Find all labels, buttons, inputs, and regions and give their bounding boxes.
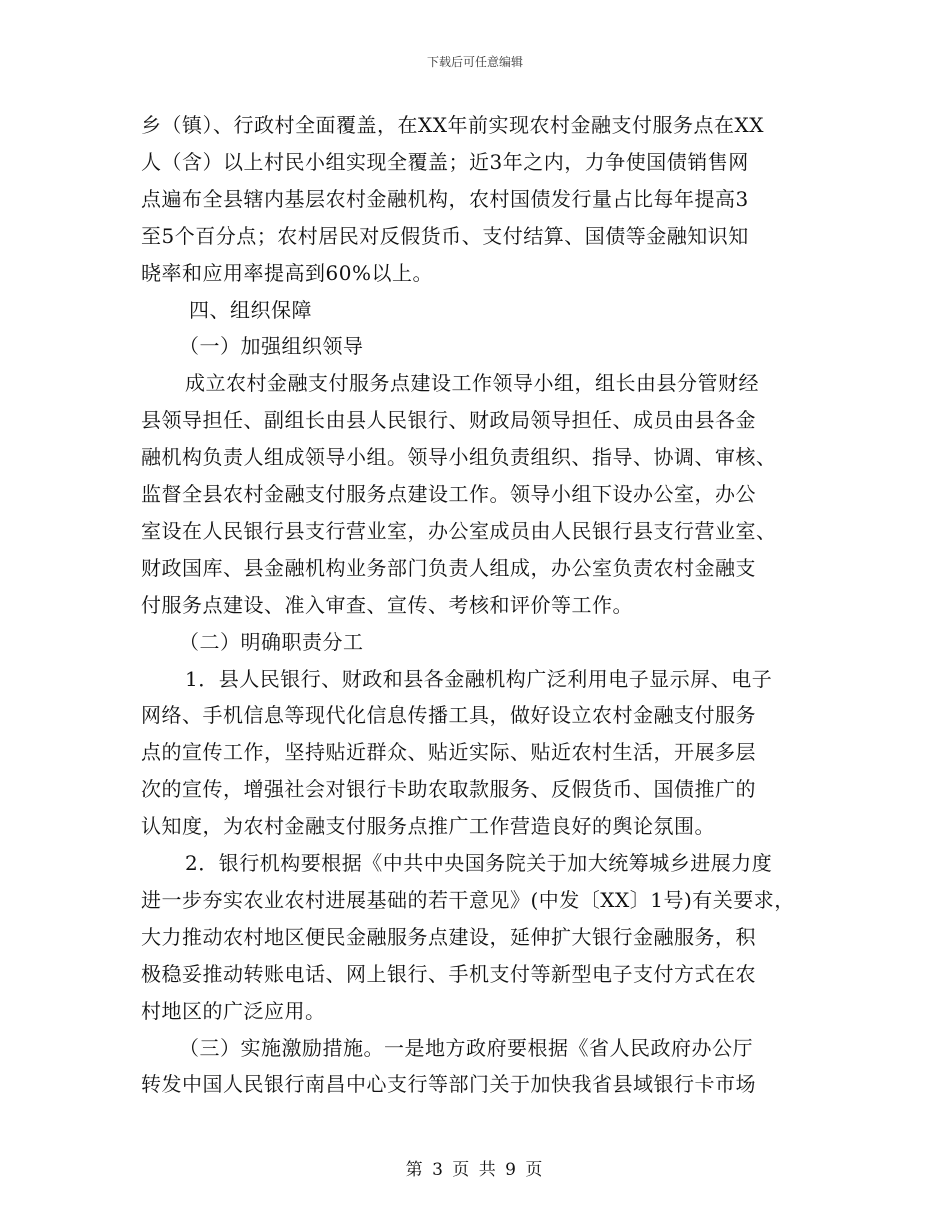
text-line: 县领导担任、副组长由县人民银行、财政局领导担任、成员由县各金 bbox=[141, 408, 756, 433]
page-header-note: 下载后可任意编辑 bbox=[426, 55, 523, 69]
subsection-heading: （一）加强组织领导 bbox=[179, 334, 364, 359]
text-line: 转发中国人民银行南昌中心支行等部门关于加快我省县域银行卡市场 bbox=[141, 1072, 756, 1097]
section-heading: 四、组织保障 bbox=[189, 297, 312, 322]
text-line: 融机构负责人组成领导小组。领导小组负责组织、指导、协调、审核、 bbox=[141, 445, 777, 470]
text-line: 点的宣传工作，坚持贴近群众、贴近实际、贴近农村生活，开展多层 bbox=[141, 740, 756, 765]
text-line: （三）实施激励措施。一是地方政府要根据《省人民政府办公厅 bbox=[179, 1035, 753, 1060]
text-line: 进一步夯实农业农村进展基础的若干意见》(中发〔XX〕1号)有关要求， bbox=[141, 887, 795, 912]
page-number-footer: 第 3 页 共 9 页 bbox=[405, 1160, 545, 1180]
text-line: 室设在人民银行县支行营业室，办公室成员由人民银行县支行营业室、 bbox=[141, 518, 777, 543]
text-line: 成立农村金融支付服务点建设工作领导小组，组长由县分管财经 bbox=[185, 371, 759, 396]
text-line: 乡（镇）、行政村全面覆盖，在XX年前实现农村金融支付服务点在XX bbox=[141, 113, 764, 137]
text-line: 大力推动农村地区便民金融服务点建设，延伸扩大银行金融服务，积 bbox=[141, 924, 756, 949]
text-line: 至5个百分点；农村居民对反假货币、支付结算、国债等金融知识知 bbox=[141, 223, 749, 248]
text-line: 次的宣传，增强社会对银行卡助农取款服务、反假货币、国债推广的 bbox=[141, 777, 756, 802]
text-line: 1．县人民银行、财政和县各金融机构广泛利用电子显示屏、电子 bbox=[185, 666, 773, 691]
text-line: 人（含）以上村民小组实现全覆盖；近3年之内，力争使国债销售网 bbox=[141, 149, 749, 174]
text-line: 认知度，为农村金融支付服务点推广工作营造良好的舆论氛围。 bbox=[141, 814, 715, 839]
text-line: 付服务点建设、准入审查、宣传、考核和评价等工作。 bbox=[141, 592, 633, 617]
text-line: 财政国库、县金融机构业务部门负责人组成，办公室负责农村金融支 bbox=[141, 555, 756, 580]
text-line: 极稳妥推动转账电话、网上银行、手机支付等新型电子支付方式在农 bbox=[141, 961, 756, 986]
text-line: 村地区的广泛应用。 bbox=[141, 998, 326, 1023]
subsection-heading: （二）明确职责分工 bbox=[179, 629, 364, 654]
text-line: 点遍布全县辖内基层农村金融机构，农村国债发行量占比每年提高3 bbox=[141, 186, 749, 211]
text-line: 监督全县农村金融支付服务点建设工作。领导小组下设办公室，办公 bbox=[141, 482, 756, 506]
text-line: 2．银行机构要根据《中共中央国务院关于加大统筹城乡进展力度 bbox=[185, 851, 773, 875]
text-line: 晓率和应用率提高到60%以上。 bbox=[141, 260, 433, 285]
text-line: 网络、手机信息等现代化信息传播工具，做好设立农村金融支付服务 bbox=[141, 703, 756, 728]
